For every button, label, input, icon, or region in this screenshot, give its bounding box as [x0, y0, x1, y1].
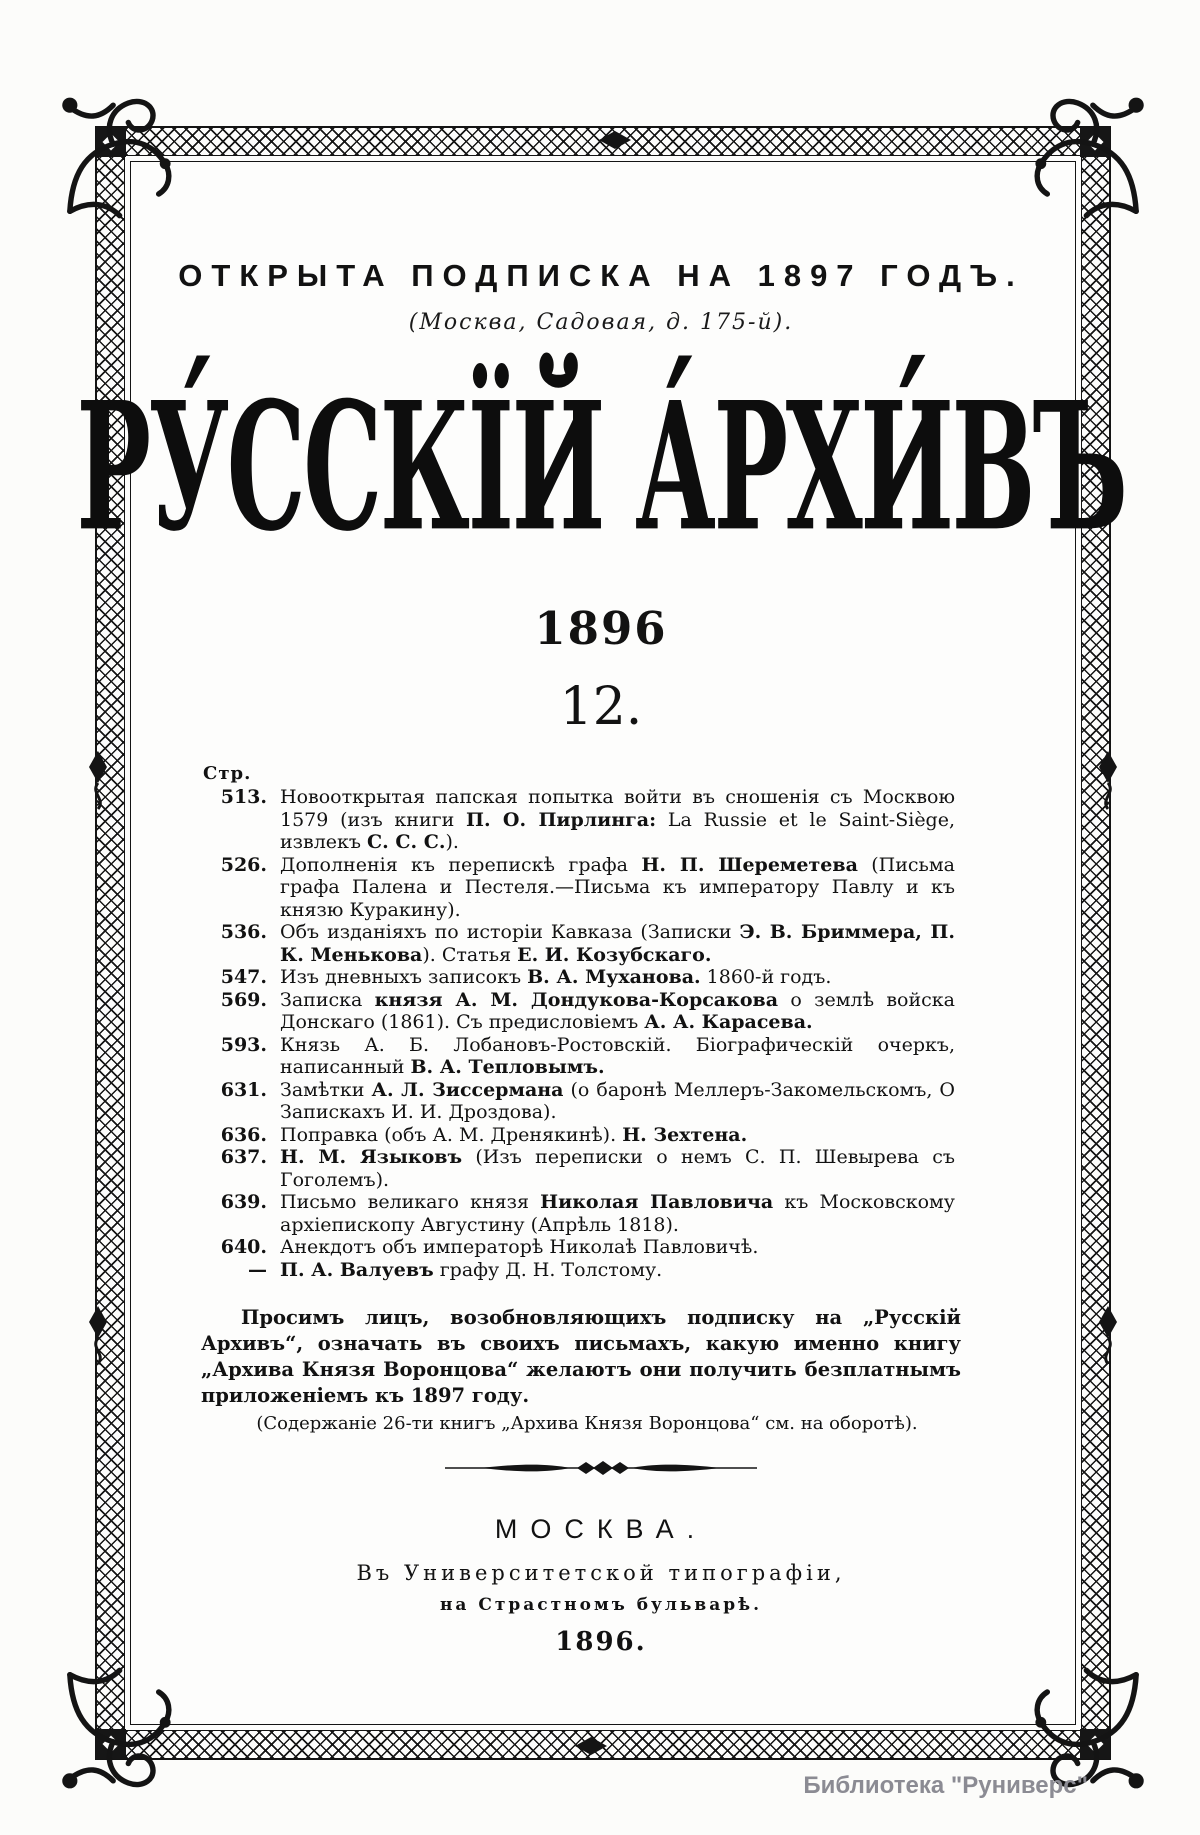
toc-entry: [201, 1079, 955, 1124]
toc-entry: [201, 854, 955, 922]
imprint-printer: Въ Университетской типографіи,: [356, 1561, 846, 1585]
masthead-wrap: [76, 361, 1126, 571]
toc-page-column-header: Стр.: [203, 763, 252, 784]
toc-page-number: 640.: [220, 1236, 267, 1258]
toc-page-number: 547.: [220, 966, 267, 988]
toc-entry: [201, 966, 955, 989]
subscription-announcement: ОТКРЫТА ПОДПИСКА НА 1897 ГОДЪ.: [178, 258, 1024, 293]
toc-page-number: 526.: [220, 853, 267, 876]
toc-entry-text: Поправка (объ А. М. Дренякинѣ). Н. Зехтена.: [280, 1123, 748, 1146]
toc-entry-text: Объ изданіяхъ по исторіи Кавказа (Записки Э. В. Бриммера, П. К. Менькова). Статья Е. И. Козубскаго.: [280, 921, 955, 966]
toc-entry-text: Князь А. Б. Лобановъ-Ростовскій. Біографическій очеркъ, написанный В. А. Тепловымъ.: [280, 1033, 955, 1078]
toc-page-number: 639.: [220, 1191, 267, 1213]
divider-ornament-icon: [441, 1460, 761, 1476]
side-ornament-icon: [85, 1302, 111, 1366]
toc-page-number: —: [248, 1258, 267, 1281]
imprint-street: на Страстномъ бульварѣ.: [439, 1595, 763, 1615]
toc-entry-text: Письмо великаго князя Николая Павловича къ Московскому архіепископу Августину (Апрѣль 1818).: [280, 1191, 955, 1236]
volume-year: 1896: [534, 602, 668, 655]
table-of-contents: [201, 763, 955, 1281]
toc-page-number: 636.: [220, 1123, 267, 1146]
toc-entry: [201, 786, 955, 854]
toc-page-number: 513.: [220, 786, 267, 808]
side-ornament-icon: [1095, 747, 1121, 811]
subscription-notice-footnote: (Содержаніе 26-ти книгъ „Архива Князя Воронцова“ см. на оборотѣ).: [256, 1413, 918, 1434]
imprint-city: МОСКВА.: [494, 1514, 708, 1544]
toc-entry: [201, 1191, 955, 1236]
toc-entry-text: Изъ дневныхъ записокъ В. А. Муханова. 1860-й годъ.: [280, 966, 832, 988]
toc-entry-text: Дополненія къ перепискѣ графа Н. П. Шереметева (Письма графа Палена и Пестеля.—Письма къ императору Павлу и къ князю Куракину).: [280, 853, 956, 921]
library-watermark: Библиотека "Руниверс": [803, 1772, 1088, 1799]
corner-flourish-icon: [59, 1666, 189, 1796]
toc-page-number: 569.: [220, 988, 267, 1011]
page-content: [76, 160, 1126, 1657]
publisher-address: (Москва, Садовая, д. 175-й).: [408, 310, 794, 335]
toc-page-number: 637.: [220, 1146, 267, 1168]
side-ornament-icon: [1095, 1302, 1121, 1366]
toc-entry: [201, 1124, 955, 1147]
toc-entry-text: Новооткрытая папская попытка войти въ сношенія съ Москвою 1579 (изъ книги П. О. Пирлинга: La Russie et le Saint-Siège, извлекъ С. С. С.).: [280, 786, 956, 853]
toc-entry-text: Записка князя А. М. Дондукова-Корсакова о землѣ войска Донскаго (1861). Съ предисловіемъ А. А. Карасева.: [280, 988, 955, 1033]
toc-page-number: 631.: [220, 1078, 267, 1101]
side-ornament-icon: [571, 1733, 635, 1759]
toc-entry: [201, 989, 955, 1034]
side-ornament-icon: [571, 127, 635, 153]
side-ornament-icon: [85, 747, 111, 811]
imprint-year: 1896.: [555, 1627, 647, 1657]
toc-entry: [201, 921, 955, 966]
imprint-block: [129, 1514, 1073, 1657]
toc-list: [201, 786, 955, 1281]
toc-entry: [201, 1146, 955, 1191]
toc-entry-text: Замѣтки А. Л. Зиссермана (о баронѣ Меллеръ-Закомельскомъ, О Запискахъ И. И. Дроздова).: [280, 1078, 956, 1123]
toc-entry: [201, 1259, 955, 1282]
toc-page-number: 536.: [220, 921, 267, 943]
toc-entry-text: Анекдотъ объ императорѣ Николаѣ Павловичѣ.: [280, 1236, 759, 1258]
toc-entry: [201, 1236, 955, 1259]
toc-entry-text: Н. М. Языковъ (Изъ переписки о немъ С. П. Шевырева съ Гоголемъ).: [280, 1146, 955, 1191]
issue-number: 12.: [559, 677, 643, 737]
toc-page-number: 593.: [220, 1033, 267, 1056]
journal-title: РУ́ССКЇЙ А́РХИ́ВЪ: [76, 364, 1126, 571]
subscription-notice: Просимъ лицъ, возобновляющихъ подписку на „Русскій Архивъ“, означать въ своихъ письмахъ, какую именно книгу „Архива Князя Воронцова“ желаютъ они получить безплатнымъ приложеніемъ къ 1897 году.: [201, 1306, 961, 1407]
toc-entry-text: П. А. Валуевъ графу Д. Н. Толстому.: [280, 1258, 663, 1281]
toc-entry: [201, 1034, 955, 1079]
